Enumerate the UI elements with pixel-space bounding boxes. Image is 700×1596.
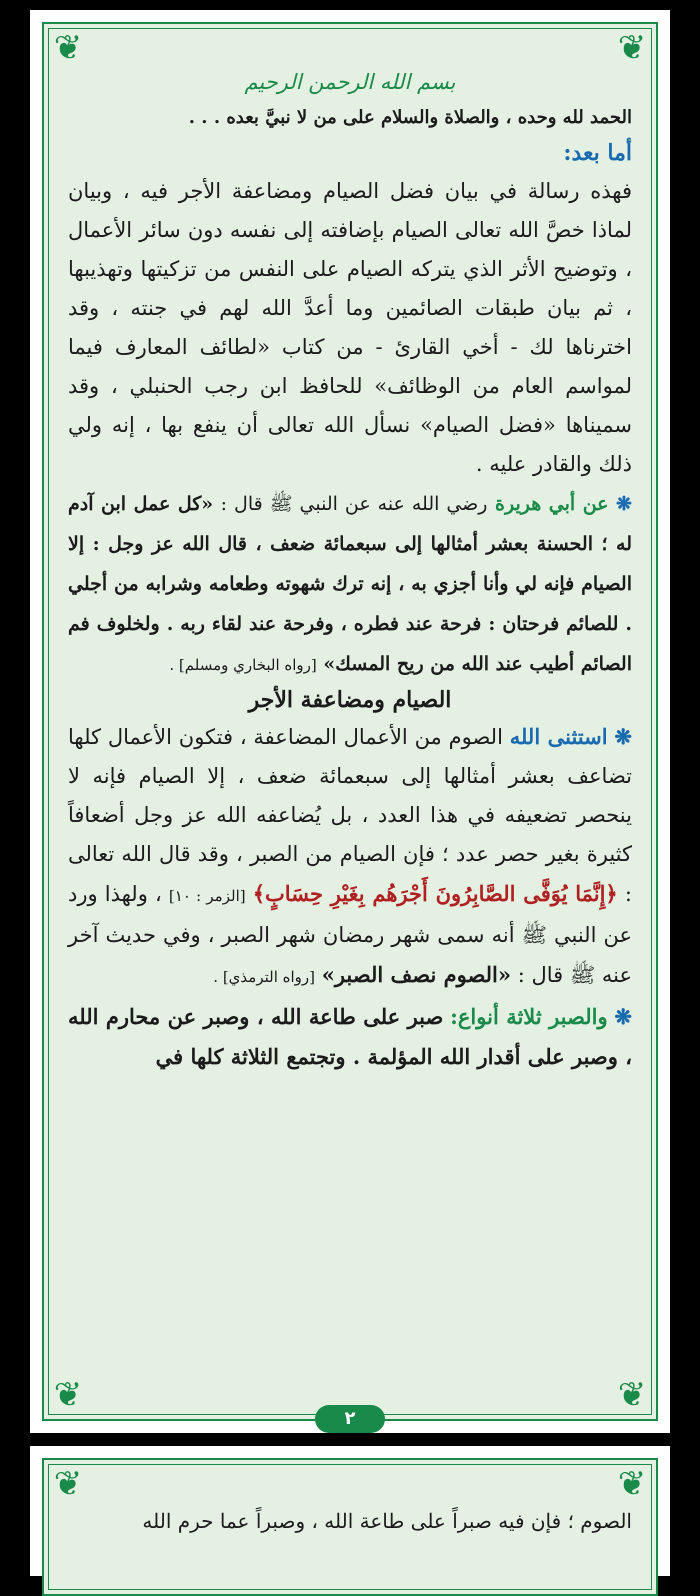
booklet-page-3	[30, 1446, 670, 1576]
paragraph-lead: والصبر ثلاثة أنواع:	[450, 1004, 608, 1029]
quran-verse: ﴿إِنَّمَا يُوَفَّى الصَّابِرُونَ أَجْرَهُم بِغَيْرِ حِسَابٍ﴾	[252, 881, 618, 906]
intro-line: الحمد لله وحده ، والصلاة والسلام على من لا نبيَّ بعده . . .	[188, 107, 632, 128]
paragraph-text: صبر على طاعة الله ، وصبر عن محارم الله ، وصبر على أقدار الله المؤلمة . وتجتمع الثلاثة كلها في	[68, 1004, 632, 1069]
section-title: الصيام ومضاعفة الأجر	[248, 687, 452, 713]
star-icon: ❋	[616, 493, 632, 515]
booklet-page-2	[30, 10, 670, 1433]
paragraph-text: الصوم من الأعمال المضاعفة ، فتكون الأعمال كلها تضاعف بعشر أمثالها إلى سبعمائة ضعف ، إلا الصيام فإنه لا ينحصر تضعيفه في هذا العدد ، بل يُضاعفه الله عز وجل أضعافاً كثيرة بغير حصر عدد ؛ فإن الصيام من الصبر ، وقد قال الله تعالى :	[68, 725, 632, 906]
star-icon: ❋	[614, 1004, 632, 1029]
paragraph-lead: استثنى الله	[509, 724, 608, 749]
corner-ornament-icon: ❦	[53, 1464, 83, 1504]
text-line: الصوم ؛ فإن فيه صبراً على طاعة الله ، وصبراً عما حرم الله	[142, 1509, 632, 1533]
corner-ornament-icon: ❦	[617, 1375, 647, 1415]
corner-ornament-icon: ❦	[617, 28, 647, 68]
basmala: بسم الله الرحمن الرحيم	[244, 70, 456, 94]
hadith-quote: «الصوم نصف الصبر»	[321, 962, 512, 987]
quran-reference: [الزمر : ١٠]	[168, 887, 246, 905]
corner-ornament-icon: ❦	[53, 28, 83, 68]
hadith-text: «كل عمل ابن آدم له ؛ الحسنة بعشر أمثالها إلى سبعمائة ضعف ، قال الله عز وجل : إلا الصيام فإنه لي وأنا أجزي به ، إنه ترك شهوته وطعامه وشرابه من أجلي . للصائم فرحتان : فرحة عند فطره ، وفرحة عند لقاء ربه . ولخلوف فم الصائم أطيب عند الله من ريح المسك»	[68, 493, 632, 675]
paragraph-patience	[68, 997, 632, 1077]
page-content	[68, 1504, 632, 1538]
page-content	[68, 60, 632, 1077]
hadith-source: [رواه الترمذي] .	[213, 968, 315, 986]
page-number: ٢	[315, 1405, 385, 1433]
corner-ornament-icon: ❦	[53, 1375, 83, 1415]
star-icon: ❋	[614, 724, 632, 749]
hadith-source: [رواه البخاري ومسلم] .	[169, 656, 317, 674]
amma-heading: أما بعد:	[563, 140, 632, 166]
paragraph-doubling	[68, 717, 632, 997]
paragraph-intro: فهذه رسالة في بيان فضل الصيام ومضاعفة الأجر فيه ، وبيان لماذا خصَّ الله تعالى الصيام بإضافته إلى نفسه دون سائر الأعمال ، وتوضيح الأثر الذي يتركه الصيام على النفس من تزكيتها وتهذيبها ، ثم بيان طبقات الصائمين وما أعدَّ الله لهم في جنته ، وقد اخترناها لك - أخي القارئ - من كتاب «لطائف المعارف فيما لمواسم العام من الوظائف» للحافظ ابن رجب الحنبلي ، وقد سميناها «فضل الصيام» نسأل الله تعالى أن ينفع بها ، إنه ولي ذلك والقادر عليه .	[68, 179, 632, 476]
hadith-narrator: عن أبي هريرة	[495, 493, 609, 515]
corner-ornament-icon: ❦	[617, 1464, 647, 1504]
paragraph-text-continued: ، ولهذا ورد عن النبي ﷺ أنه سمى شهر رمضان شهر الصبر ، وفي حديث آخر عنه ﷺ قال :	[68, 882, 632, 987]
hadith-paragraph	[68, 484, 632, 685]
hadith-intro: رضي الله عنه عن النبي ﷺ قال :	[220, 493, 488, 515]
